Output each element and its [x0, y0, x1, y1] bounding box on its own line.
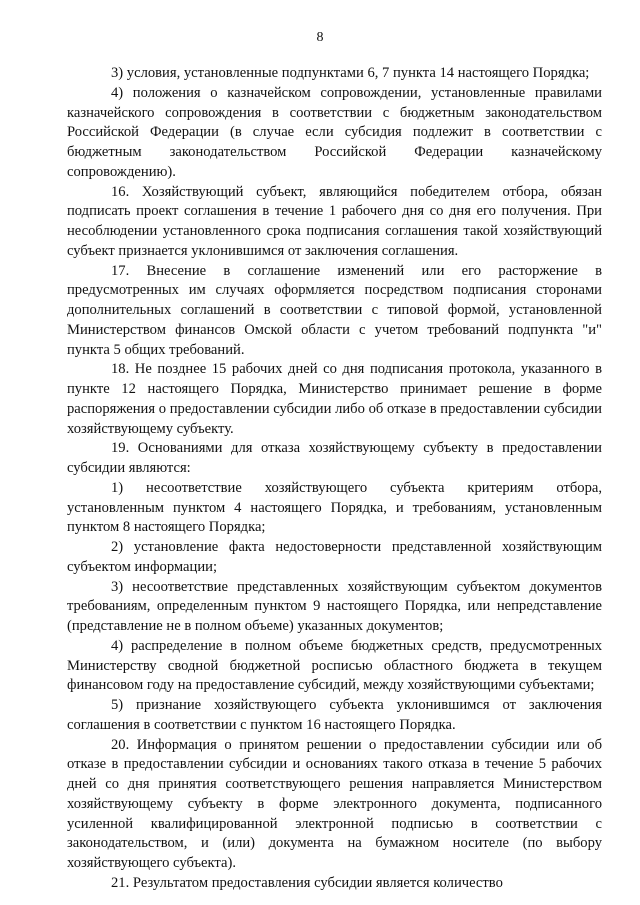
paragraph: 18. Не позднее 15 рабочих дней со дня подписания протокола, указанного в пункте 12 настоящего Порядка, Министерство принимает решение в форме распоряжения о предоставлении субсидии либо об отказе в предоставлении субсидии хозяйствующему субъекту. — [67, 361, 602, 437]
paragraph: 21. Результатом предоставления субсидии является количество — [111, 874, 503, 891]
list-item: 4) распределение в полном объеме бюджетных средств, предусмотренных Министерству сводной бюджетной росписью областного бюджета в текущем финансовом году на предоставление субсидий, между хозяйствующими субъектами; — [67, 637, 602, 694]
paragraph: 3) условия, установленные подпунктами 6, 7 пункта 14 настоящего Порядка; — [111, 65, 590, 81]
list-item: 5) признание хозяйствующего субъекта уклонившимся от заключения соглашения в соответствии с пунктом 16 настоящего Порядка. — [67, 697, 602, 733]
paragraph: 20. Информация о принятом решении о предоставлении субсидии или об отказе в предоставлении субсидии и основаниях такого отказа в течение 5 рабочих дней со дня принятия соответствующего решения направляется Министерством хозяйствующему субъекту в форме электронного документа, подписанного усиленной квалифицированной электронной подписью в соответствии с законодательством, и (или) документа на бумажном носителе (по выбору хозяйствующего субъекта). — [67, 736, 602, 871]
paragraph: 16. Хозяйствующий субъект, являющийся победителем отбора, обязан подписать проект соглашения в течение 1 рабочего дня со дня его получения. При несоблюдении установленного срока подписания соглашения такой хозяйствующий субъект признается уклонившимся от заключения соглашения. — [67, 183, 602, 259]
paragraph: 17. Внесение в соглашение изменений или его расторжение в предусмотренных им случаях оформляется посредством подписания сторонами дополнительных соглашений в соответствии с типовой формой, установленной Министерством финансов Омской области с учетом требований подпункта "и" пункта 5 общих требований. — [67, 262, 602, 358]
page-number: 8 — [316, 30, 324, 45]
paragraph: 4) положения о казначейском сопровождении, установленные правилами казначейского сопровождения в соответствии с бюджетным законодательством Российской Федерации (в случае если субсидия подлежит в соответствии с бюджетным законодательством Российской Федерации казначейскому сопровождению). — [67, 84, 602, 180]
document-body — [67, 64, 602, 894]
list-item: 2) установление факта недостоверности представленной хозяйствующим субъектом информации; — [67, 539, 602, 575]
list-item: 3) несоответствие представленных хозяйствующим субъектом документов требованиям, определенным пунктом 9 настоящего Порядка, или непредставление (представление не в полном объеме) указанных документов; — [67, 578, 602, 634]
list-item: 1) несоответствие хозяйствующего субъекта критериям отбора, установленным пунктом 4 настоящего Порядка, и требованиям, установленным пунктом 8 настоящего Порядка; — [67, 479, 602, 536]
paragraph: 19. Основаниями для отказа хозяйствующему субъекту в предоставлении субсидии являются: — [67, 440, 602, 476]
